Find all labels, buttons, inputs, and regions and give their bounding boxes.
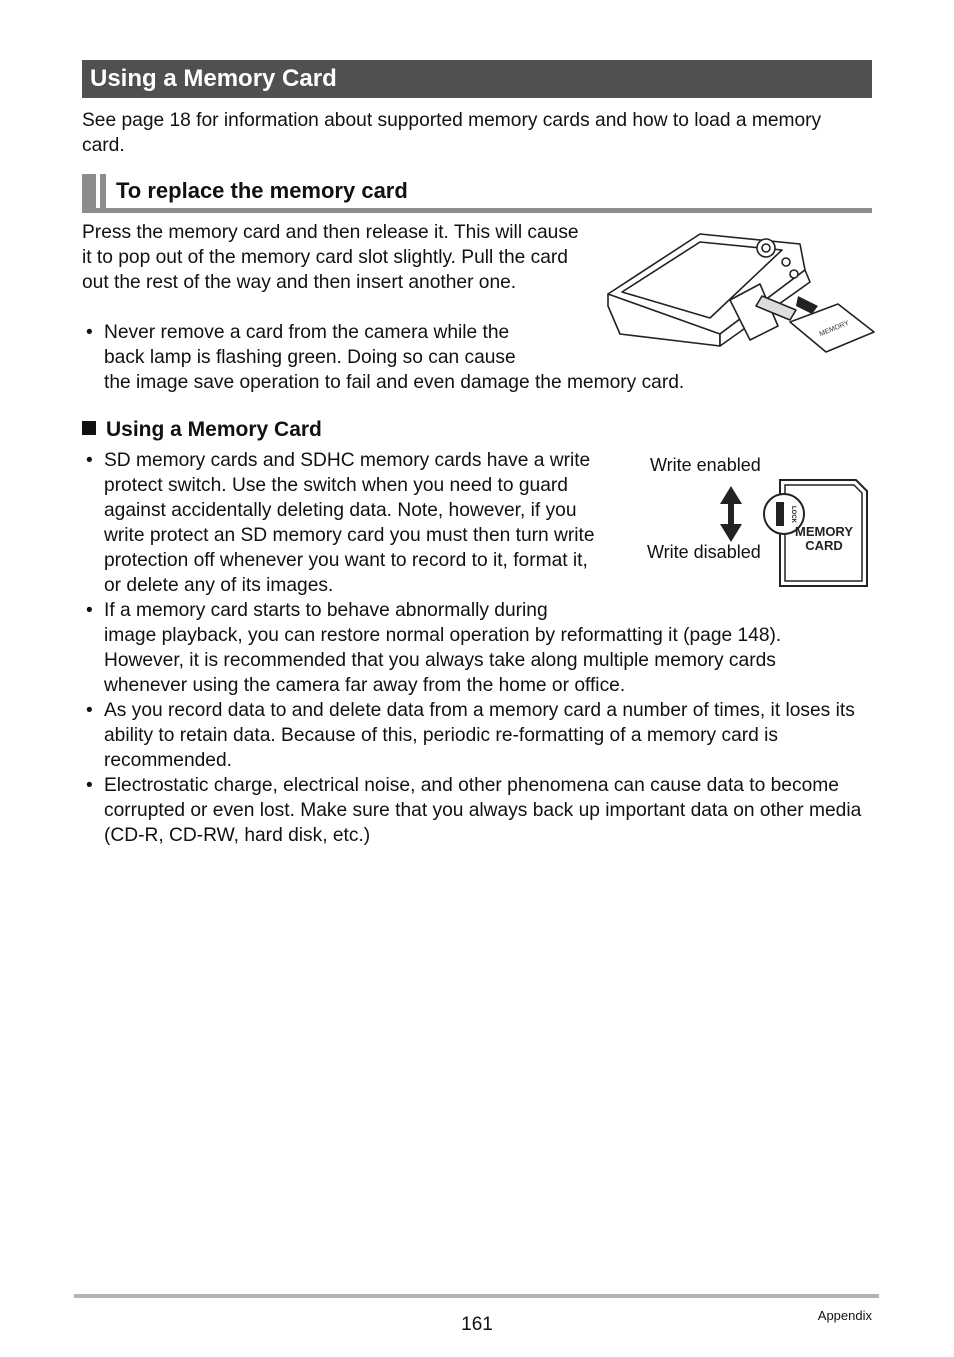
bullet-mark: • [86,450,93,471]
list-item [82,773,872,849]
bullet-mark: • [86,775,93,796]
sd-card-illustration [714,476,872,594]
using-card-heading-text: Using a Memory Card [106,418,322,441]
list-item [82,598,872,698]
intro-paragraph: See page 18 for information about supported memory cards and how to load a memory card. [82,110,822,156]
section-title: Using a Memory Card [90,65,337,92]
bullet-text: SD memory cards and SDHC memory cards have a write protect switch. Use the switch when you need to guard against accidentally deleting data. Note, however, if you write protect an SD memory card you must then turn write protection off whenever you want to record to it, format it, or delete any of its images. [104,450,595,596]
write-enabled-label: Write enabled [650,455,761,475]
camera-button-icon [790,270,798,278]
replace-note-line: back lamp is flashing green. Doing so can cause [104,347,516,368]
up-down-arrow-icon [720,486,742,542]
footer-rule [74,1294,879,1298]
camera-card-removal-illustration [600,222,876,354]
header-accent-bar-thin [100,174,106,210]
bullet-text: image playback, you can restore normal operation by reformatting it (page 148). However, it is recommended that you always take along multiple memory cards whenever using the camera far away from the home or office. [104,625,782,696]
replace-instructions: Press the memory card and then release it. This will cause it to pop out of the memory card slot slightly. Pull the card out the rest of the way and then insert another one. [82,222,579,293]
subsection-title: To replace the memory card [116,178,408,203]
using-card-heading [82,416,322,444]
header-accent-bar [82,174,96,210]
write-disabled-label: Write disabled [647,542,761,562]
bullet-text-line: If a memory card starts to behave abnormally during [104,600,548,621]
card-label-line2: CARD [805,538,843,553]
section-title-bar [82,60,872,98]
replace-note-line: Never remove a card from the camera while the [104,322,510,343]
card-label-small: MEMORY [818,319,851,339]
bullet-text: Electrostatic charge, electrical noise, and other phenomena can cause data to become corrupted or even lost. Make sure that you always back up important data on other media (CD-R, CD-RW, hard disk, etc.) [104,775,862,846]
lock-switch-zoom [776,502,784,526]
bullet-mark: • [86,322,93,343]
camera-dial-center [762,244,770,252]
replace-note-line: the image save operation to fail and even damage the memory card. [104,372,685,393]
subsection-header-replace [82,174,872,214]
bullet-mark: • [86,600,93,621]
list-item [82,448,622,598]
page-number: 161 [461,1314,493,1335]
list-item [82,698,872,774]
card-label-line1: MEMORY [794,524,854,539]
lock-label: LOCK [790,506,796,523]
eject-arrow-icon [796,296,818,314]
bullet-mark: • [86,700,93,721]
camera-button-icon [782,258,790,266]
header-underline [82,208,872,213]
footer-section-name: Appendix [817,1308,872,1323]
square-bullet-icon [82,421,96,435]
bullet-text: As you record data to and delete data from a memory card a number of times, it loses its ability to retain data. Because of this, periodic re-formatting of a memory card is recommended. [104,700,855,771]
